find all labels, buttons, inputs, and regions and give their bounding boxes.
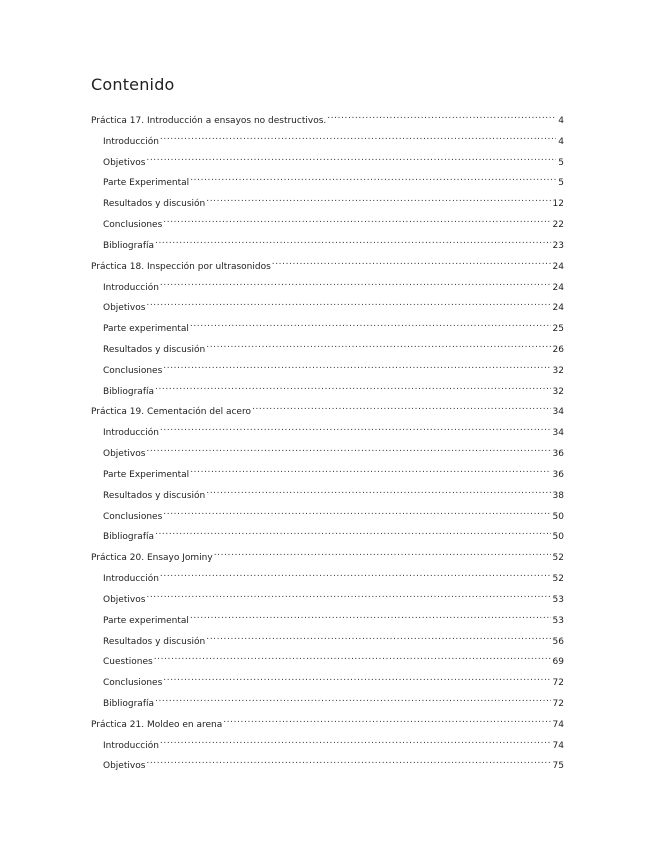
toc-page-number: 50: [552, 532, 564, 543]
toc-dot-leader: [160, 734, 551, 748]
toc-dot-leader: [155, 380, 551, 394]
toc-section-entry[interactable]: [103, 192, 564, 210]
toc-entry-title: Bibliografía: [103, 386, 155, 397]
toc-chapter-entry[interactable]: [91, 255, 564, 272]
toc-dot-leader: [163, 359, 550, 373]
toc-dot-leader: [163, 213, 550, 227]
toc-page-number: 4: [558, 136, 564, 147]
toc-section-entry[interactable]: [103, 463, 564, 480]
toc-section-entry[interactable]: [103, 151, 564, 168]
toc-section-entry[interactable]: [103, 525, 564, 543]
toc-dot-leader: [223, 713, 550, 727]
toc-dot-leader: [206, 192, 550, 206]
toc-entry-title: Práctica 17. Introducción a ensayos no destructivos.: [91, 116, 327, 126]
toc-entry-title: Introducción: [103, 574, 159, 585]
toc-dot-leader: [190, 317, 551, 331]
toc-entry-title: Objetivos: [103, 761, 146, 772]
toc-entry-title: Práctica 21. Moldeo en arena: [91, 719, 223, 730]
toc-section-entry[interactable]: [103, 380, 564, 397]
toc-page-number: 72: [552, 698, 564, 709]
toc-entry-title: Objetivos: [103, 303, 146, 314]
toc-section-entry[interactable]: [103, 609, 564, 626]
toc-page-number: 32: [552, 365, 564, 376]
toc-page-number: 22: [552, 220, 564, 231]
toc-heading: Contenido: [91, 75, 175, 94]
toc-dot-leader: [206, 630, 550, 644]
toc-section-entry[interactable]: [103, 234, 564, 251]
toc-dot-leader: [163, 505, 550, 519]
toc-entry-title: Práctica 18. Inspección por ultrasonidos: [91, 261, 271, 272]
toc-dot-leader: [155, 692, 551, 706]
toc-entry-title: Conclusiones: [103, 365, 163, 376]
toc-page-number: 72: [552, 678, 564, 689]
toc-entry-title: Introducción: [103, 740, 159, 751]
toc-dot-leader: [272, 255, 551, 269]
toc-section-entry[interactable]: [103, 734, 564, 751]
toc-section-entry[interactable]: [103, 484, 564, 501]
toc-dot-leader: [190, 171, 556, 185]
toc-entry-title: Objetivos: [103, 157, 146, 168]
toc-entry-title: Introducción: [103, 136, 159, 147]
toc-page-number: 24: [552, 261, 564, 272]
toc-dot-leader: [206, 338, 550, 352]
toc-page-number: 36: [552, 469, 564, 480]
toc-section-entry[interactable]: [103, 359, 564, 376]
toc-entry-title: Bibliografía: [103, 240, 155, 251]
toc-chapter-entry[interactable]: [91, 546, 564, 564]
toc-entry-title: Bibliografía: [103, 532, 155, 543]
toc-entry-title: Conclusiones: [103, 511, 163, 522]
toc-page-number: 74: [552, 719, 564, 730]
toc-chapter-entry[interactable]: [91, 109, 564, 126]
toc-section-entry[interactable]: [103, 588, 564, 605]
toc-page-number: 26: [552, 345, 564, 356]
toc-page-number: 23: [552, 240, 564, 251]
toc-page-number: 52: [552, 553, 564, 564]
toc-entry-title: Bibliografía: [103, 698, 155, 709]
toc-page-number: 32: [552, 386, 564, 397]
toc-page-number: 4: [558, 116, 564, 126]
toc-page-number: 25: [552, 324, 564, 335]
toc-page-number: 34: [552, 407, 564, 418]
toc-entry-title: Resultados y discusión: [103, 490, 206, 501]
toc-page-number: 50: [552, 511, 564, 522]
toc-section-entry[interactable]: [103, 442, 564, 460]
toc-page-number: 24: [552, 282, 564, 293]
toc-dot-leader: [190, 609, 551, 623]
toc-section-entry[interactable]: [103, 692, 564, 709]
toc-entry-title: Práctica 20. Ensayo Jominy: [91, 553, 213, 564]
toc-page-number: 69: [552, 657, 564, 668]
toc-dot-leader: [146, 754, 550, 768]
toc-dot-leader: [160, 276, 551, 290]
toc-page-number: 5: [558, 178, 564, 189]
toc-chapter-entry[interactable]: [91, 713, 564, 730]
toc-entry-title: Parte Experimental: [103, 469, 190, 480]
toc-dot-leader: [154, 650, 551, 664]
toc-page-number: 5: [558, 157, 564, 168]
toc-page-number: 38: [552, 490, 564, 501]
toc-dot-leader: [163, 671, 550, 685]
toc-entry-title: Parte Experimental: [103, 178, 190, 189]
toc-dot-leader: [214, 546, 551, 560]
toc-dot-leader: [327, 109, 556, 123]
toc-section-entry[interactable]: [103, 213, 564, 231]
toc-page-number: 75: [552, 761, 564, 772]
toc-entry-title: Conclusiones: [103, 220, 163, 231]
toc-entry-title: Resultados y discusión: [103, 636, 206, 647]
toc-section-entry[interactable]: [103, 276, 564, 293]
toc-section-entry[interactable]: [103, 567, 564, 585]
toc-entry-title: Objetivos: [103, 449, 146, 460]
toc-section-entry[interactable]: [103, 338, 564, 356]
toc-page-number: 36: [552, 449, 564, 460]
toc-entry-title: Parte experimental: [103, 615, 189, 626]
toc-entry-title: Introducción: [103, 428, 159, 439]
toc-page-number: 56: [552, 636, 564, 647]
toc-dot-leader: [160, 567, 551, 581]
toc-dot-leader: [146, 151, 556, 165]
toc-entry-title: Parte experimental: [103, 324, 189, 335]
toc-page-number: 52: [552, 574, 564, 585]
toc-section-entry[interactable]: [103, 171, 564, 189]
toc-section-entry[interactable]: [103, 505, 564, 522]
toc-chapter-entry[interactable]: [91, 400, 564, 418]
toc-page-number: 24: [552, 303, 564, 314]
toc-entry-title: Resultados y discusión: [103, 345, 206, 356]
toc-dot-leader: [146, 588, 550, 602]
toc-page-number: 34: [552, 428, 564, 439]
toc-page-number: 12: [552, 199, 564, 210]
toc-page-number: 53: [552, 615, 564, 626]
toc-dot-leader: [206, 484, 550, 498]
toc-dot-leader: [155, 525, 551, 539]
toc-section-entry[interactable]: [103, 671, 564, 689]
toc-page-number: 53: [552, 594, 564, 605]
toc-dot-leader: [146, 296, 550, 310]
toc-dot-leader: [146, 442, 550, 456]
toc-section-entry[interactable]: [103, 754, 564, 772]
toc-dot-leader: [155, 234, 551, 248]
toc-section-entry[interactable]: [103, 130, 564, 147]
toc-entry-title: Conclusiones: [103, 678, 163, 689]
toc-section-entry[interactable]: [103, 630, 564, 647]
toc-section-entry[interactable]: [103, 650, 564, 668]
toc-section-entry[interactable]: [103, 317, 564, 335]
toc-entry-title: Objetivos: [103, 594, 146, 605]
toc-dot-leader: [160, 421, 551, 435]
toc-dot-leader: [252, 400, 551, 414]
toc-dot-leader: [160, 130, 556, 144]
toc-entry-title: Resultados y discusión: [103, 199, 206, 210]
toc-entry-title: Cuestiones: [103, 657, 153, 668]
toc-section-entry[interactable]: [103, 421, 564, 439]
toc-section-entry[interactable]: [103, 296, 564, 314]
toc-entry-title: Introducción: [103, 282, 159, 293]
toc-entry-title: Práctica 19. Cementación del acero: [91, 407, 251, 418]
toc-dot-leader: [190, 463, 550, 477]
toc-page-number: 74: [552, 740, 564, 751]
